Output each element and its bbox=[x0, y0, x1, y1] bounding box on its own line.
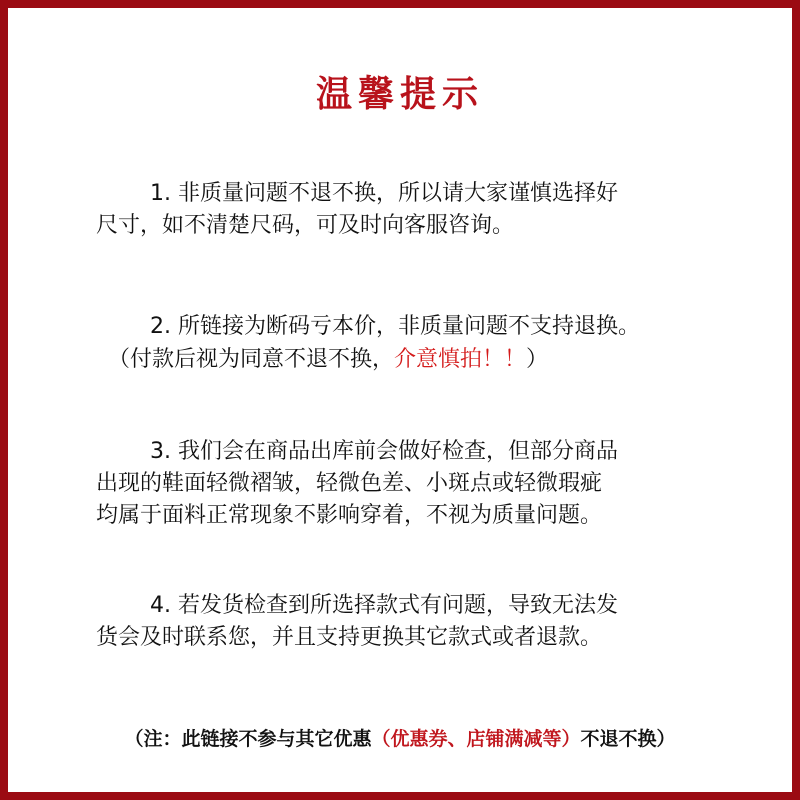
item-3-line-3: 均属于面料正常现象不影响穿着，不视为质量问题。 bbox=[96, 503, 603, 528]
item-2-note-prefix: （付款后视为同意不退不换， bbox=[108, 347, 395, 372]
item-2-warning: 介意慎拍！！ bbox=[394, 347, 527, 372]
item-2-line-1: 2. 所链接为断码亏本价，非质量问题不支持退换。 bbox=[150, 314, 640, 339]
item-4-line-2: 货会及时联系您，并且支持更换其它款式或者退款。 bbox=[96, 625, 603, 650]
item-3-line-1: 3. 我们会在商品出库前会做好检查，但部分商品 bbox=[150, 439, 618, 464]
footer-note bbox=[8, 724, 792, 751]
footer-note-highlight: （优惠券、店铺满减等） bbox=[371, 728, 581, 750]
page-title: 温馨提示 bbox=[315, 74, 484, 115]
item-2-line-2 bbox=[108, 344, 548, 376]
item-4-line-1: 4. 若发货检查到所选择款式有问题，导致无法发 bbox=[150, 593, 618, 618]
footer-note-suffix: 不退不换） bbox=[580, 728, 676, 750]
footer-note-prefix: （注：此链接不参与其它优惠 bbox=[124, 728, 372, 750]
item-1-line-1: 1. 非质量问题不退不换，所以请大家谨慎选择好 bbox=[150, 181, 618, 206]
item-3-line-2: 出现的鞋面轻微褶皱，轻微色差、小斑点或轻微瑕疵 bbox=[96, 471, 603, 496]
item-2-note-suffix: ） bbox=[526, 347, 549, 372]
item-1-line-2: 尺寸，如不清楚尺码，可及时向客服咨询。 bbox=[96, 213, 515, 238]
